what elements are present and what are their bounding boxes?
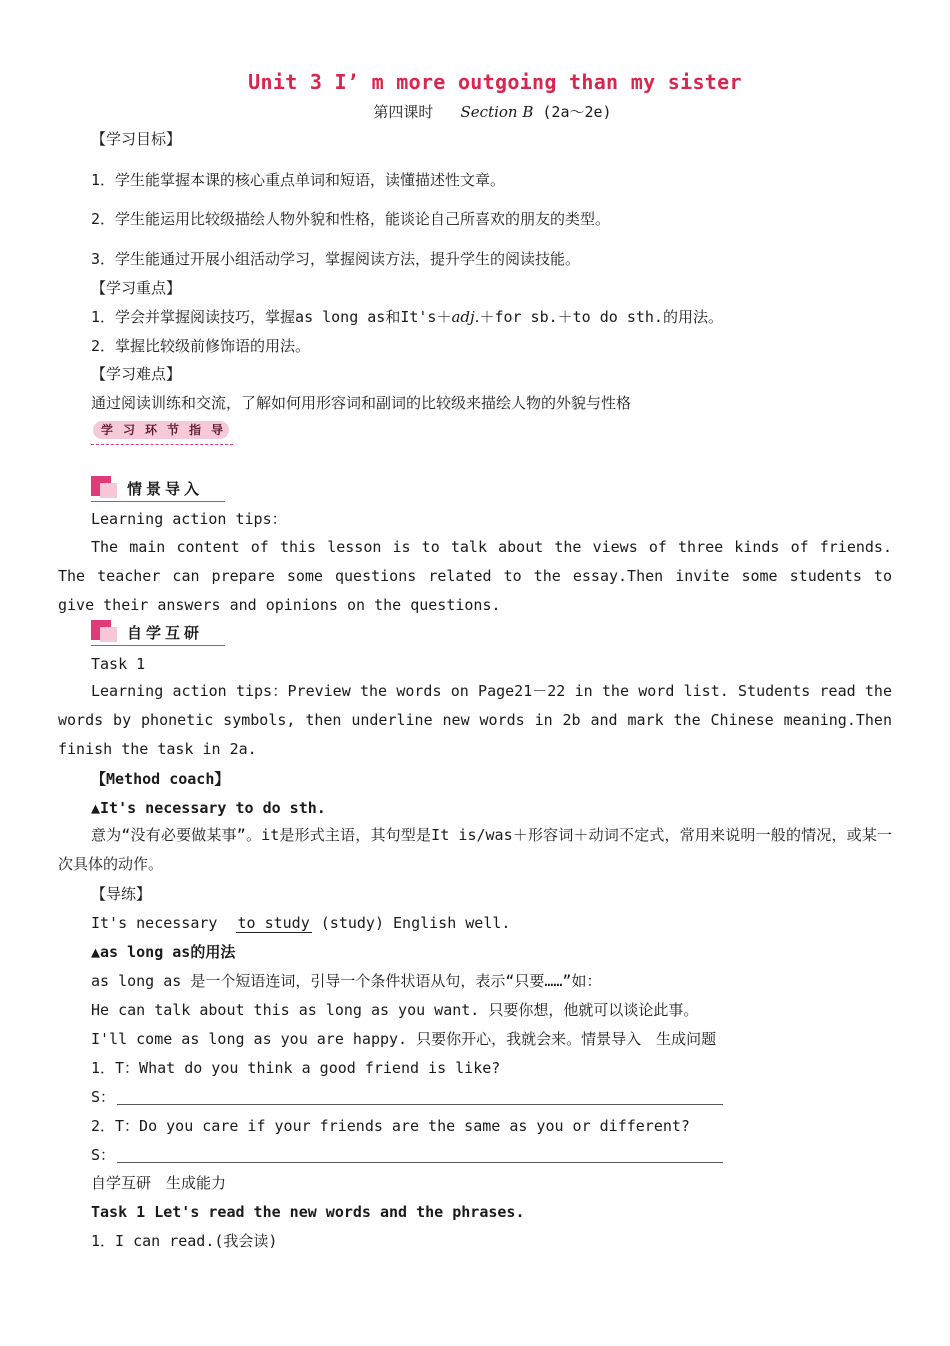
can-read-item: 1．I can read.(我会读) [91, 1232, 278, 1250]
answer-blank[interactable] [117, 1162, 723, 1163]
answer-label: S： [91, 1146, 116, 1164]
question-teacher: 1．T：What do you think a good friend is like? [91, 1059, 501, 1077]
key-point-text: ＋for sb.＋to do sth.的用法。 [479, 308, 723, 326]
intro-tips-label: Learning action tips： [91, 510, 287, 528]
rule-necessary: ▲It's necessary to do sth. [91, 799, 326, 817]
objectives-heading: 【学习目标】 [91, 130, 182, 148]
lesson-subtitle [0, 101, 950, 122]
practice-sentence [91, 913, 510, 933]
rule-as-long-as-explain: as long as 是一个短语连词，引导一个条件状语从句，表示“只要……”如： [91, 972, 602, 990]
section-range: (2a～2e) [542, 103, 612, 121]
answer-blank[interactable] [117, 1104, 723, 1105]
self-study-badge-label: 自学互研 [127, 624, 204, 642]
section-label: Section B [460, 103, 534, 121]
key-point-text: 1．学会并掌握阅读技巧，掌握as long as和It's＋ [91, 308, 452, 326]
self-study-paragraph: Learning action tips：Preview the words on Page21－22 in the word list. Students read the words by phonetic symbols, then underline new words in 2b and mark the Chinese meaning.Then finish the task in 2a. [58, 682, 892, 758]
objective-item: 1．学生能掌握本课的核心重点单词和短语，读懂描述性文章。 [91, 171, 506, 189]
lesson-number: 第四课时 [373, 103, 434, 121]
difficulty-text: 通过阅读训练和交流，了解如何用形容词和副词的比较级来描绘人物的外貌与性格 [91, 394, 632, 412]
example-sentence: I'll come as long as you are happy. 只要你开心，我就会来。情景导入 生成问题 [91, 1030, 717, 1048]
rule-as-long-as: ▲as long as的用法 [91, 943, 236, 961]
objective-item: 2．学生能运用比较级描绘人物外貌和性格，能谈论自己所喜欢的朋友的类型。 [91, 210, 611, 228]
key-points-heading: 【学习重点】 [91, 279, 182, 297]
practice-answer: to study [237, 914, 310, 932]
guide-banner-text: 学习环节指导 [101, 423, 234, 437]
key-point-item [91, 307, 723, 327]
difficulty-heading: 【学习难点】 [91, 365, 182, 383]
self-study-badge [91, 618, 225, 646]
adj-abbrev: adj. [451, 308, 480, 326]
objective-item: 3．学生能通过开展小组活动学习，掌握阅读方法，提升学生的阅读技能。 [91, 250, 581, 268]
practice-heading: 【导练】 [91, 885, 152, 903]
task-label: Task 1 [91, 655, 146, 673]
unit-title: Unit 3 I’ m more outgoing than my sister [248, 70, 742, 94]
rule-necessary-explain: 意为“没有必要做某事”。it是形式主语，其句型是It is/was＋形容词＋动词不定式，常用来说明一般的情况，或某一次具体的动作。 [58, 826, 892, 873]
practice-text: It's necessary [91, 914, 218, 932]
intro-badge [91, 474, 225, 502]
question-teacher: 2．T：Do you care if your friends are the same as you or different? [91, 1117, 690, 1135]
answer-label: S： [91, 1088, 116, 1106]
section-footer-heading: 自学互研 生成能力 [91, 1174, 227, 1192]
example-sentence: He can talk about this as long as you want. 只要你想，他就可以谈论此事。 [91, 1001, 699, 1019]
guide-banner [91, 418, 233, 446]
method-coach-heading: 【Method coach】 [91, 770, 230, 788]
task-heading: Task 1 Let's read the new words and the phrases. [91, 1203, 525, 1221]
practice-text: (study) English well. [320, 914, 511, 932]
key-point-item: 2．掌握比较级前修饰语的用法。 [91, 337, 311, 355]
intro-paragraph: The main content of this lesson is to talk about the views of three kinds of friends. The teacher can prepare some questions related to the essay.Then invite some students to give their answers and opinions on the questions. [58, 538, 892, 614]
intro-badge-label: 情景导入 [127, 480, 204, 498]
